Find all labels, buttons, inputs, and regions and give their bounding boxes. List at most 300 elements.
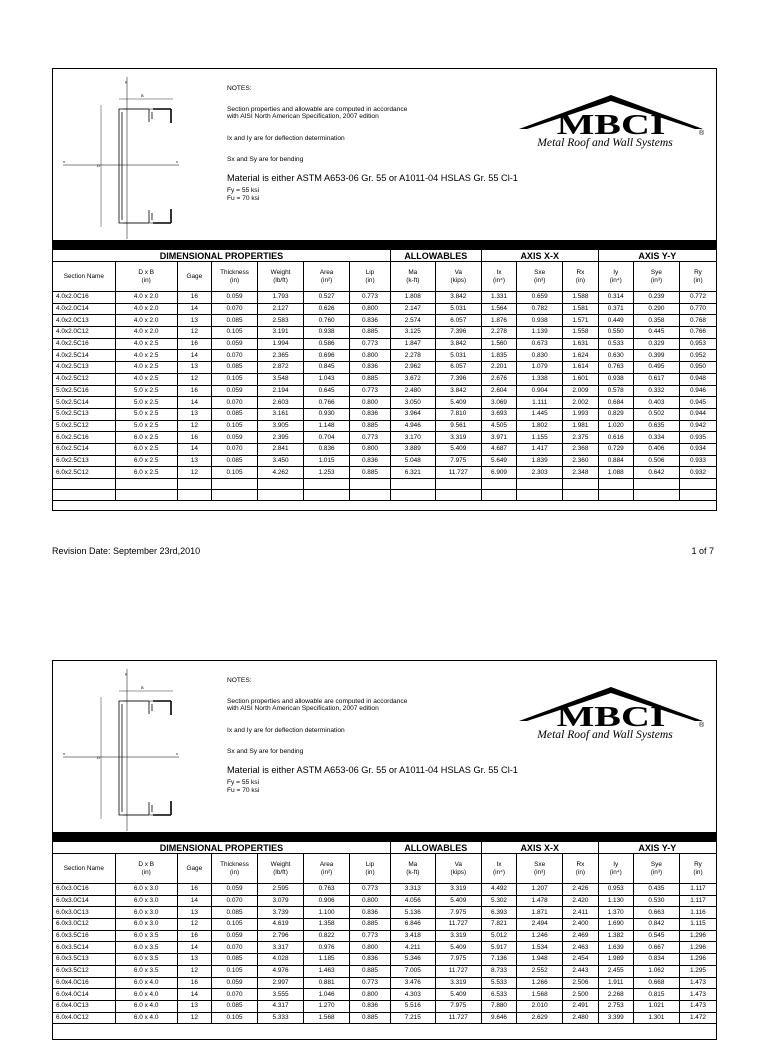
cell-iy: 0.533 <box>598 338 633 350</box>
col-header-va <box>435 854 481 884</box>
col-header-label: Ix <box>496 268 502 276</box>
col-header-label: Gage <box>186 272 203 280</box>
col-header-label: Va <box>454 860 462 868</box>
cell-gage: 16 <box>177 338 211 350</box>
cell-empty <box>211 490 257 501</box>
cell-sxe: 1.338 <box>517 373 563 385</box>
cell-area: 0.836 <box>304 443 350 455</box>
cell-ix: 7.136 <box>481 954 516 966</box>
cell-thickness: 0.085 <box>211 954 257 966</box>
cell-rx: 2.009 <box>563 385 598 397</box>
cell-weight: 2.841 <box>258 443 304 455</box>
cell-iy: 0.684 <box>598 397 633 409</box>
cell-lip: 0.885 <box>350 420 391 432</box>
cell-thickness: 0.059 <box>211 884 257 896</box>
table-row <box>53 942 716 954</box>
col-header-sye <box>633 262 679 292</box>
col-header-unit: (in⁴) <box>609 868 622 876</box>
cell-gage: 13 <box>177 408 211 420</box>
cell-empty <box>517 490 563 501</box>
cell-area: 1.100 <box>304 907 350 919</box>
col-header-lip <box>350 854 391 884</box>
notes-ix-iy: Ix and Iy are for deflection determination <box>227 726 345 734</box>
cell-d-x-b: 6.0 x 2.5 <box>115 455 177 467</box>
cell-empty <box>633 490 679 501</box>
cell-ry: 1.473 <box>679 977 716 989</box>
cell-d-x-b: 6.0 x 2.5 <box>115 443 177 455</box>
cell-ix: 2.278 <box>481 327 516 339</box>
cell-ma: 5.346 <box>390 954 435 966</box>
cell-ix: 6.909 <box>481 467 516 479</box>
cell-sye: 0.545 <box>633 930 679 942</box>
cell-gage: 13 <box>177 315 211 327</box>
group-allowables: ALLOWABLES <box>390 842 481 854</box>
cell-section-name: 6.0x3.0C14 <box>53 895 115 907</box>
col-header-weight <box>258 854 304 884</box>
cell-sye: 0.635 <box>633 420 679 432</box>
cell-sye: 1.062 <box>633 965 679 977</box>
cell-gage: 12 <box>177 327 211 339</box>
mbci-logo <box>511 89 711 179</box>
notes-line-2: with AISI North American Specification, 2007 edition <box>227 705 379 713</box>
cell-sye: 0.332 <box>633 385 679 397</box>
cell-ry: 1.296 <box>679 954 716 966</box>
col-header-label: D x B <box>138 860 154 868</box>
registered-mark: ® <box>699 722 705 729</box>
cell-ma: 3.889 <box>390 443 435 455</box>
col-header-unit: (in⁴) <box>493 868 505 876</box>
cell-va: 7.975 <box>435 1000 481 1012</box>
cell-d-x-b: 6.0 x 3.0 <box>115 884 177 896</box>
cell-d-x-b: 4.0 x 2.0 <box>115 303 177 315</box>
cell-empty <box>598 490 633 501</box>
cell-ix: 1.876 <box>481 315 516 327</box>
table-row-empty <box>53 479 716 490</box>
cell-va: 5.409 <box>435 989 481 1001</box>
cell-section-name: 4.0x2.5C14 <box>53 350 115 362</box>
table-row <box>53 884 716 896</box>
cell-thickness: 0.085 <box>211 455 257 467</box>
col-header-unit: (in) <box>575 868 585 876</box>
cell-sxe: 1.139 <box>517 327 563 339</box>
cell-thickness: 0.085 <box>211 315 257 327</box>
cell-sxe: 1.948 <box>517 954 563 966</box>
page-number: 1 of 7 <box>691 546 714 556</box>
cell-sye: 0.834 <box>633 954 679 966</box>
cell-va: 5.031 <box>435 350 481 362</box>
cell-section-name: 5.0x2.5C14 <box>53 397 115 409</box>
cell-ix: 5.649 <box>481 455 516 467</box>
cell-rx: 1.571 <box>563 315 598 327</box>
cell-section-name: 6.0x3.5C13 <box>53 954 115 966</box>
col-header-unit: (kips) <box>450 868 467 876</box>
col-header-label: Ix <box>496 860 502 868</box>
notes-title: NOTES: <box>227 677 252 684</box>
col-header-gage <box>177 262 211 292</box>
cell-sye: 0.617 <box>633 373 679 385</box>
cell-ix: 1.331 <box>481 292 516 304</box>
cell-weight: 2.603 <box>258 397 304 409</box>
cell-weight: 3.191 <box>258 327 304 339</box>
cell-thickness: 0.059 <box>211 292 257 304</box>
section-table-2 <box>53 842 716 1024</box>
notes-block <box>227 677 557 795</box>
cell-area: 0.766 <box>304 397 350 409</box>
col-header-ma <box>390 854 435 884</box>
cell-iy: 1.690 <box>598 919 633 931</box>
cell-ry: 0.946 <box>679 385 716 397</box>
cell-empty <box>115 490 177 501</box>
cell-iy: 1.989 <box>598 954 633 966</box>
x-axis-label-right: x <box>176 751 178 756</box>
col-header-label: Section Name <box>63 272 104 280</box>
col-header-label: Sxe <box>534 860 546 868</box>
cell-section-name: 6.0x2.5C16 <box>53 432 115 444</box>
x-axis-label: x <box>63 159 65 164</box>
table-row <box>53 919 716 931</box>
cell-sye: 0.506 <box>633 455 679 467</box>
cell-iy: 1.130 <box>598 895 633 907</box>
cell-iy: 1.370 <box>598 907 633 919</box>
cell-lip: 0.836 <box>350 315 391 327</box>
cell-thickness: 0.059 <box>211 338 257 350</box>
cell-sxe: 2.010 <box>517 1000 563 1012</box>
col-header-label: Thickness <box>220 268 249 276</box>
cell-ma: 3.964 <box>390 408 435 420</box>
cell-rx: 2.360 <box>563 455 598 467</box>
cell-thickness: 0.070 <box>211 942 257 954</box>
cell-lip: 0.773 <box>350 292 391 304</box>
cell-sye: 0.667 <box>633 942 679 954</box>
cell-sye: 0.842 <box>633 919 679 931</box>
cell-empty <box>481 479 516 490</box>
col-header-unit: (in) <box>229 868 240 876</box>
col-header-label: Ry <box>694 860 702 868</box>
cell-empty <box>211 479 257 490</box>
table-row <box>53 327 716 339</box>
cell-gage: 14 <box>177 303 211 315</box>
cell-section-name: 6.0x2.5C14 <box>53 443 115 455</box>
cell-va: 11.727 <box>435 965 481 977</box>
cell-iy: 0.616 <box>598 432 633 444</box>
cell-iy: 1.088 <box>598 467 633 479</box>
cell-weight: 3.905 <box>258 420 304 432</box>
cell-sxe: 0.659 <box>517 292 563 304</box>
cell-area: 0.645 <box>304 385 350 397</box>
col-header-thickness <box>211 262 257 292</box>
cell-lip: 0.773 <box>350 930 391 942</box>
cell-thickness: 0.059 <box>211 432 257 444</box>
cell-thickness: 0.085 <box>211 1000 257 1012</box>
table-row <box>53 1012 716 1024</box>
cell-rx: 1.558 <box>563 327 598 339</box>
cell-ix: 4.492 <box>481 884 516 896</box>
cell-weight: 2.194 <box>258 385 304 397</box>
cell-area: 0.626 <box>304 303 350 315</box>
cell-empty <box>563 479 598 490</box>
col-header-unit: (lb/ft) <box>273 276 288 284</box>
cell-lip: 0.836 <box>350 907 391 919</box>
cell-ma: 3.050 <box>390 397 435 409</box>
cell-lip: 0.800 <box>350 303 391 315</box>
cell-rx: 2.368 <box>563 443 598 455</box>
cell-sxe: 1.871 <box>517 907 563 919</box>
cell-va: 7.396 <box>435 327 481 339</box>
group-axis-y: AXIS Y-Y <box>598 842 716 854</box>
cell-ma: 3.170 <box>390 432 435 444</box>
cell-section-name: 5.0x2.5C12 <box>53 420 115 432</box>
cell-sxe: 0.904 <box>517 385 563 397</box>
cell-d-x-b: 6.0 x 4.0 <box>115 989 177 1001</box>
cell-section-name: 5.0x2.5C13 <box>53 408 115 420</box>
notes-sx-sy: Sx and Sy are for bending <box>227 156 304 164</box>
col-header-unit: (in²) <box>320 868 333 876</box>
cell-ix: 5.533 <box>481 977 516 989</box>
cell-lip: 0.885 <box>350 965 391 977</box>
cell-d-x-b: 6.0 x 3.5 <box>115 942 177 954</box>
col-header-ix <box>481 262 516 292</box>
cell-sxe: 0.830 <box>517 350 563 362</box>
sheet-header <box>53 69 716 240</box>
cell-lip: 0.800 <box>350 989 391 1001</box>
cell-section-name: 4.0x2.0C12 <box>53 327 115 339</box>
group-axis-x: AXIS X-X <box>481 250 598 262</box>
cell-sxe: 0.938 <box>517 315 563 327</box>
table-row <box>53 362 716 374</box>
cell-ma: 5.516 <box>390 1000 435 1012</box>
cell-ix: 6.533 <box>481 989 516 1001</box>
cell-va: 5.031 <box>435 303 481 315</box>
cell-section-name: 6.0x4.0C16 <box>53 977 115 989</box>
cell-thickness: 0.059 <box>211 930 257 942</box>
cell-va: 3.842 <box>435 292 481 304</box>
col-header-unit: (in³) <box>534 276 546 284</box>
cell-ry: 0.766 <box>679 327 716 339</box>
cell-ix: 3.069 <box>481 397 516 409</box>
cell-weight: 3.161 <box>258 408 304 420</box>
cell-empty <box>679 490 716 501</box>
cell-ix: 8.733 <box>481 965 516 977</box>
cell-gage: 14 <box>177 942 211 954</box>
cell-area: 1.015 <box>304 455 350 467</box>
cell-ix: 4.505 <box>481 420 516 432</box>
cell-sye: 0.239 <box>633 292 679 304</box>
cell-section-name: 6.0x4.0C14 <box>53 989 115 1001</box>
cell-ry: 0.944 <box>679 408 716 420</box>
cell-thickness: 0.105 <box>211 373 257 385</box>
cell-va: 11.727 <box>435 919 481 931</box>
cell-section-name: 6.0x3.5C16 <box>53 930 115 942</box>
cell-lip: 0.800 <box>350 895 391 907</box>
x-axis-label-right: x <box>176 159 178 164</box>
notes-line-1: Section properties and allowable are computed in accordance <box>227 697 408 705</box>
cell-section-name: 6.0x3.0C13 <box>53 907 115 919</box>
group-axis-y: AXIS Y-Y <box>598 250 716 262</box>
cell-thickness: 0.085 <box>211 907 257 919</box>
cell-ma: 7.215 <box>390 1012 435 1024</box>
cell-weight: 5.333 <box>258 1012 304 1024</box>
cell-section-name: 4.0x2.0C13 <box>53 315 115 327</box>
cell-sye: 0.290 <box>633 303 679 315</box>
cell-rx: 2.469 <box>563 930 598 942</box>
cell-ix: 1.564 <box>481 303 516 315</box>
col-header-label: Rx <box>576 268 585 276</box>
cell-ma: 3.418 <box>390 930 435 942</box>
notes-material: Material is either ASTM A653-06 Gr. 55 or A1011-04 HSLAS Gr. 55 Cl-1 <box>227 172 518 183</box>
table-row <box>53 373 716 385</box>
cell-section-name: 6.0x3.5C12 <box>53 965 115 977</box>
cell-ma: 4.946 <box>390 420 435 432</box>
column-header-row <box>53 854 716 884</box>
cell-ry: 0.945 <box>679 397 716 409</box>
cell-gage: 12 <box>177 420 211 432</box>
cell-gage: 12 <box>177 373 211 385</box>
cell-ry: 0.933 <box>679 455 716 467</box>
cell-iy: 1.911 <box>598 977 633 989</box>
notes-fu: Fu = 70 ksi <box>227 195 260 203</box>
cell-d-x-b: 6.0 x 3.0 <box>115 895 177 907</box>
col-header-label: D x B <box>138 268 154 276</box>
col-header-label: Iy <box>613 268 619 276</box>
col-header-label: Sxe <box>534 268 546 276</box>
cell-d-x-b: 4.0 x 2.5 <box>115 338 177 350</box>
cell-thickness: 0.070 <box>211 397 257 409</box>
cell-thickness: 0.070 <box>211 443 257 455</box>
col-header-d-x-b <box>115 854 177 884</box>
table-row <box>53 907 716 919</box>
cell-sye: 0.334 <box>633 432 679 444</box>
cell-ma: 3.476 <box>390 977 435 989</box>
cell-lip: 0.773 <box>350 432 391 444</box>
cell-thickness: 0.070 <box>211 895 257 907</box>
table-row <box>53 954 716 966</box>
table-row <box>53 1000 716 1012</box>
cell-ma: 3.313 <box>390 884 435 896</box>
table-row <box>53 443 716 455</box>
cell-rx: 2.375 <box>563 432 598 444</box>
cell-ma: 5.048 <box>390 455 435 467</box>
cell-ix: 3.693 <box>481 408 516 420</box>
cell-ry: 1.296 <box>679 930 716 942</box>
col-header-unit: (in) <box>575 276 585 284</box>
col-header-label: Rx <box>576 860 585 868</box>
cell-area: 0.696 <box>304 350 350 362</box>
notes-ix-iy: Ix and Iy are for deflection determination <box>227 134 345 142</box>
cell-rx: 1.981 <box>563 420 598 432</box>
col-header-label: Lip <box>365 268 375 276</box>
cell-lip: 0.800 <box>350 350 391 362</box>
cell-rx: 2.463 <box>563 942 598 954</box>
cell-va: 5.409 <box>435 397 481 409</box>
column-header-row <box>53 262 716 292</box>
cell-lip: 0.885 <box>350 373 391 385</box>
cell-va: 5.409 <box>435 895 481 907</box>
col-header-label: Ma <box>408 860 418 868</box>
cell-iy: 0.314 <box>598 292 633 304</box>
cell-sye: 1.021 <box>633 1000 679 1012</box>
depth-label: D <box>97 755 100 760</box>
group-allowables: ALLOWABLES <box>390 250 481 262</box>
notes-sx-sy: Sx and Sy are for bending <box>227 748 304 756</box>
col-header-ix <box>481 854 516 884</box>
col-header-unit: (in) <box>141 276 151 284</box>
col-header-va <box>435 262 481 292</box>
cell-ma: 4.056 <box>390 895 435 907</box>
cell-sxe: 1.534 <box>517 942 563 954</box>
cell-ix: 1.560 <box>481 338 516 350</box>
cell-rx: 1.601 <box>563 373 598 385</box>
cell-ma: 5.136 <box>390 907 435 919</box>
cell-thickness: 0.105 <box>211 327 257 339</box>
cell-area: 1.046 <box>304 989 350 1001</box>
header-divider <box>53 832 716 842</box>
notes-line-2: with AISI North American Specification, 2007 edition <box>227 113 379 121</box>
cell-rx: 2.454 <box>563 954 598 966</box>
cell-ry: 1.117 <box>679 884 716 896</box>
cell-d-x-b: 4.0 x 2.0 <box>115 315 177 327</box>
cell-rx: 1.993 <box>563 408 598 420</box>
table-row <box>53 895 716 907</box>
cell-weight: 3.450 <box>258 455 304 467</box>
cell-va: 7.810 <box>435 408 481 420</box>
breadth-label: B <box>141 93 144 98</box>
cell-rx: 2.348 <box>563 467 598 479</box>
cell-ry: 0.950 <box>679 362 716 374</box>
notes-line-1: Section properties and allowable are computed in accordance <box>227 105 408 113</box>
cell-gage: 16 <box>177 977 211 989</box>
cell-iy: 0.371 <box>598 303 633 315</box>
table-row <box>53 397 716 409</box>
table-row <box>53 977 716 989</box>
cell-empty <box>435 479 481 490</box>
cell-rx: 2.426 <box>563 884 598 896</box>
cell-ix: 2.604 <box>481 385 516 397</box>
cell-section-name: 6.0x3.0C16 <box>53 884 115 896</box>
cell-ma: 3.125 <box>390 327 435 339</box>
c-section-diagram <box>61 667 231 831</box>
cell-gage: 12 <box>177 467 211 479</box>
cell-sye: 0.329 <box>633 338 679 350</box>
col-header-label: Thickness <box>220 860 249 868</box>
cell-va: 11.727 <box>435 467 481 479</box>
cell-lip: 0.885 <box>350 467 391 479</box>
cell-sye: 0.403 <box>633 397 679 409</box>
cell-sye: 0.358 <box>633 315 679 327</box>
cell-ry: 0.932 <box>679 467 716 479</box>
cell-ma: 6.846 <box>390 919 435 931</box>
cell-ma: 7.005 <box>390 965 435 977</box>
cell-empty <box>350 490 391 501</box>
cell-sye: 0.495 <box>633 362 679 374</box>
table-row <box>53 315 716 327</box>
cell-ry: 0.935 <box>679 432 716 444</box>
cell-section-name: 6.0x3.0C12 <box>53 919 115 931</box>
table-row <box>53 467 716 479</box>
cell-sxe: 1.839 <box>517 455 563 467</box>
cell-gage: 14 <box>177 443 211 455</box>
cell-weight: 2.997 <box>258 977 304 989</box>
cell-lip: 0.773 <box>350 385 391 397</box>
col-header-unit: (in²) <box>320 276 333 284</box>
cell-sye: 0.502 <box>633 408 679 420</box>
cell-sye: 1.301 <box>633 1012 679 1024</box>
cell-weight: 1.793 <box>258 292 304 304</box>
cell-area: 0.822 <box>304 930 350 942</box>
col-header-unit: (in³) <box>650 868 663 876</box>
cell-area: 1.148 <box>304 420 350 432</box>
cell-rx: 1.614 <box>563 362 598 374</box>
cell-d-x-b: 4.0 x 2.5 <box>115 350 177 362</box>
